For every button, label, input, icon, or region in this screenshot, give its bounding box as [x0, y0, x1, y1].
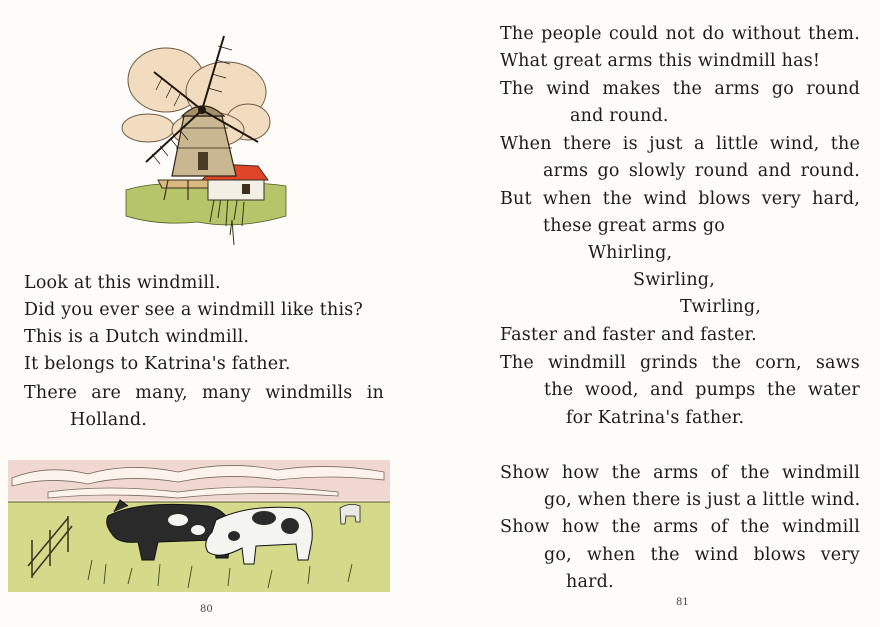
- text-line: But when the wind blows very hard,: [500, 189, 860, 209]
- text-line: When there is just a little wind, the: [500, 134, 860, 154]
- text-line: and round.: [570, 106, 669, 126]
- page-number: 81: [676, 597, 689, 608]
- text-line: Twirling,: [680, 297, 762, 317]
- text-line: The windmill grinds the corn, saws: [500, 353, 860, 373]
- text-line: What great arms this windmill has!: [500, 51, 821, 71]
- text-line: Swirling,: [633, 270, 715, 290]
- text-line: Whirling,: [588, 243, 673, 263]
- paragraph-line: Look at this windmill.: [24, 273, 221, 293]
- paragraph-line: Holland.: [70, 410, 148, 430]
- text-line: Show how the arms of the windmill: [500, 517, 860, 537]
- text-line: go, when the wind blows very: [544, 545, 860, 565]
- cows-in-pasture-illustration: [8, 460, 390, 592]
- text-line: Faster and faster and faster.: [500, 325, 757, 345]
- text-line: Show how the arms of the windmill: [500, 463, 860, 483]
- windmill-illustration: [118, 30, 290, 245]
- text-line: The people could not do without them.: [500, 24, 860, 44]
- page-number: 80: [200, 604, 213, 615]
- text-line: hard.: [566, 572, 614, 592]
- text-line: these great arms go: [543, 216, 725, 236]
- paragraph-line: There are many, many windmills in: [24, 383, 384, 403]
- text-line: The wind makes the arms go round: [500, 79, 860, 99]
- text-line: go, when there is just a little wind.: [544, 490, 861, 510]
- text-line: arms go slowly round and round.: [543, 161, 860, 181]
- paragraph-line: It belongs to Katrina's father.: [24, 354, 291, 374]
- paragraph-line: This is a Dutch windmill.: [24, 327, 250, 347]
- right-page: [440, 0, 880, 627]
- text-line: the wood, and pumps the water: [544, 380, 860, 400]
- paragraph-line: Did you ever see a windmill like this?: [24, 300, 364, 320]
- text-line: for Katrina's father.: [566, 408, 745, 428]
